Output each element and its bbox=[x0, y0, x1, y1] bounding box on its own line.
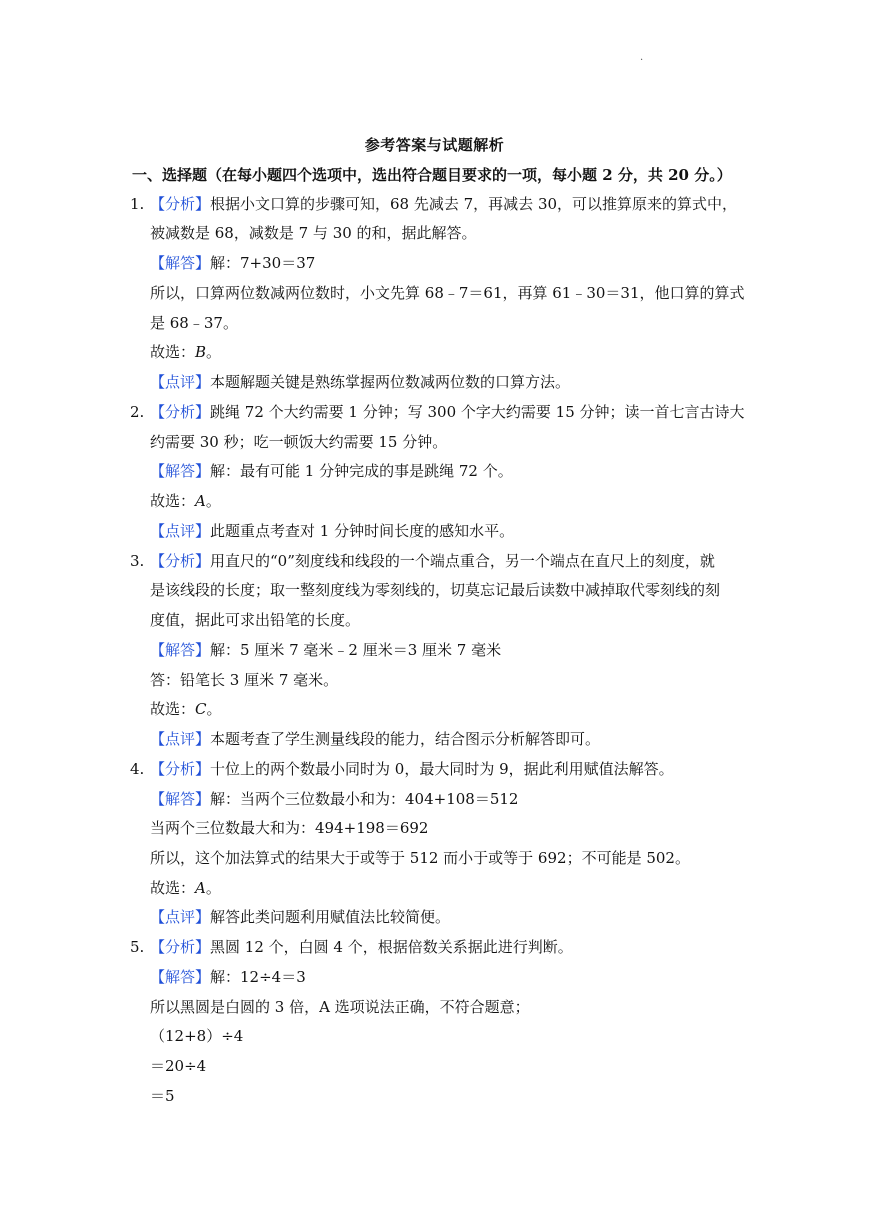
answer-line: （12+8）÷4 bbox=[150, 1027, 244, 1045]
answer-line: 答：铅笔长 3 厘米 7 毫米。 bbox=[150, 671, 339, 689]
question-number: 4. bbox=[130, 760, 145, 778]
analysis-line: 【分析】黑圆 12 个，白圆 4 个，根据倍数关系据此进行判断。 bbox=[150, 938, 573, 956]
analysis-line: 被减数是 68，减数是 7 与 30 的和，据此解答。 bbox=[150, 224, 477, 242]
analysis-line: 约需要 30 秒；吃一顿饭大约需要 15 分钟。 bbox=[150, 433, 448, 451]
page-title: 参考答案与试题解析 bbox=[364, 136, 505, 154]
answer-line: 是 68﹣37。 bbox=[150, 314, 238, 332]
analysis-line: 【分析】十位上的两个数最小同时为 0，最大同时为 9，据此利用赋值法解答。 bbox=[150, 760, 674, 778]
answer-line: 【解答】解：最有可能 1 分钟完成的事是跳绳 72 个。 bbox=[150, 462, 513, 480]
answer-line: 【解答】解：12÷4＝3 bbox=[150, 968, 306, 986]
question-number: 2. bbox=[130, 403, 145, 421]
analysis-line: 【分析】跳绳 72 个大约需要 1 分钟；写 300 个字大约需要 15 分钟；读一首七言古诗大 bbox=[150, 403, 745, 421]
question-number: 3. bbox=[130, 552, 145, 570]
section-heading: 一、选择题（在每小题四个选项中，选出符合题目要求的一项，每小题 2 分，共 20 分。） bbox=[132, 166, 732, 184]
answer-line: 所以黑圆是白圆的 3 倍，A 选项说法正确，不符合题意； bbox=[150, 998, 530, 1016]
choice-letter: A bbox=[195, 879, 206, 897]
choice-letter: C bbox=[195, 700, 207, 718]
comment-tag: 【点评】 bbox=[150, 373, 211, 391]
choice-line: 故选：A。 bbox=[150, 492, 221, 510]
choice-line: 故选：A。 bbox=[150, 879, 221, 897]
choice-letter: A bbox=[195, 492, 206, 510]
answer-line: ＝5 bbox=[150, 1087, 175, 1105]
choice-line: 故选：C。 bbox=[150, 700, 222, 718]
comment-line: 【点评】解答此类问题利用赋值法比较简便。 bbox=[150, 908, 451, 926]
analysis-line: 度值，据此可求出铅笔的长度。 bbox=[150, 611, 361, 629]
comment-line: 【点评】此题重点考查对 1 分钟时间长度的感知水平。 bbox=[150, 522, 515, 540]
answer-line: 【解答】解：当两个三位数最小和为：404+108＝512 bbox=[150, 790, 519, 808]
answer-tag: 【解答】 bbox=[150, 254, 211, 272]
answer-line: 【解答】解：7+30＝37 bbox=[150, 254, 316, 272]
question-number: 1. bbox=[130, 195, 145, 213]
analysis-line: 是该线段的长度；取一整刻度线为零刻线的，切莫忘记最后读数中减掉取代零刻线的刻 bbox=[150, 581, 721, 599]
answer-line: 【解答】解：5 厘米 7 毫米﹣2 厘米＝3 厘米 7 毫米 bbox=[150, 641, 502, 659]
choice-line: 故选：B。 bbox=[150, 343, 222, 361]
header-mark: . bbox=[640, 52, 644, 63]
answer-line: 所以，口算两位数减两位数时，小文先算 68﹣7＝61，再算 61﹣30＝31，他口算的算式 bbox=[150, 284, 745, 302]
question-number: 5. bbox=[130, 938, 145, 956]
answer-line: ＝20÷4 bbox=[150, 1057, 207, 1075]
comment-line: 【点评】本题解题关键是熟练掌握两位数减两位数的口算方法。 bbox=[150, 373, 571, 391]
analysis-tag: 【分析】 bbox=[150, 195, 211, 213]
answer-line: 当两个三位数最大和为：494+198＝692 bbox=[150, 819, 429, 837]
choice-letter: B bbox=[195, 343, 207, 361]
analysis-line: 【分析】根据小文口算的步骤可知，68 先减去 7，再减去 30，可以推算原来的算式中， bbox=[150, 195, 738, 213]
comment-line: 【点评】本题考查了学生测量线段的能力，结合图示分析解答即可。 bbox=[150, 730, 601, 748]
answer-line: 所以，这个加法算式的结果大于或等于 512 而小于或等于 692；不可能是 502。 bbox=[150, 849, 690, 867]
analysis-line: 【分析】用直尺的“0”刻度线和线段的一个端点重合，另一个端点在直尺上的刻度，就 bbox=[150, 552, 715, 570]
